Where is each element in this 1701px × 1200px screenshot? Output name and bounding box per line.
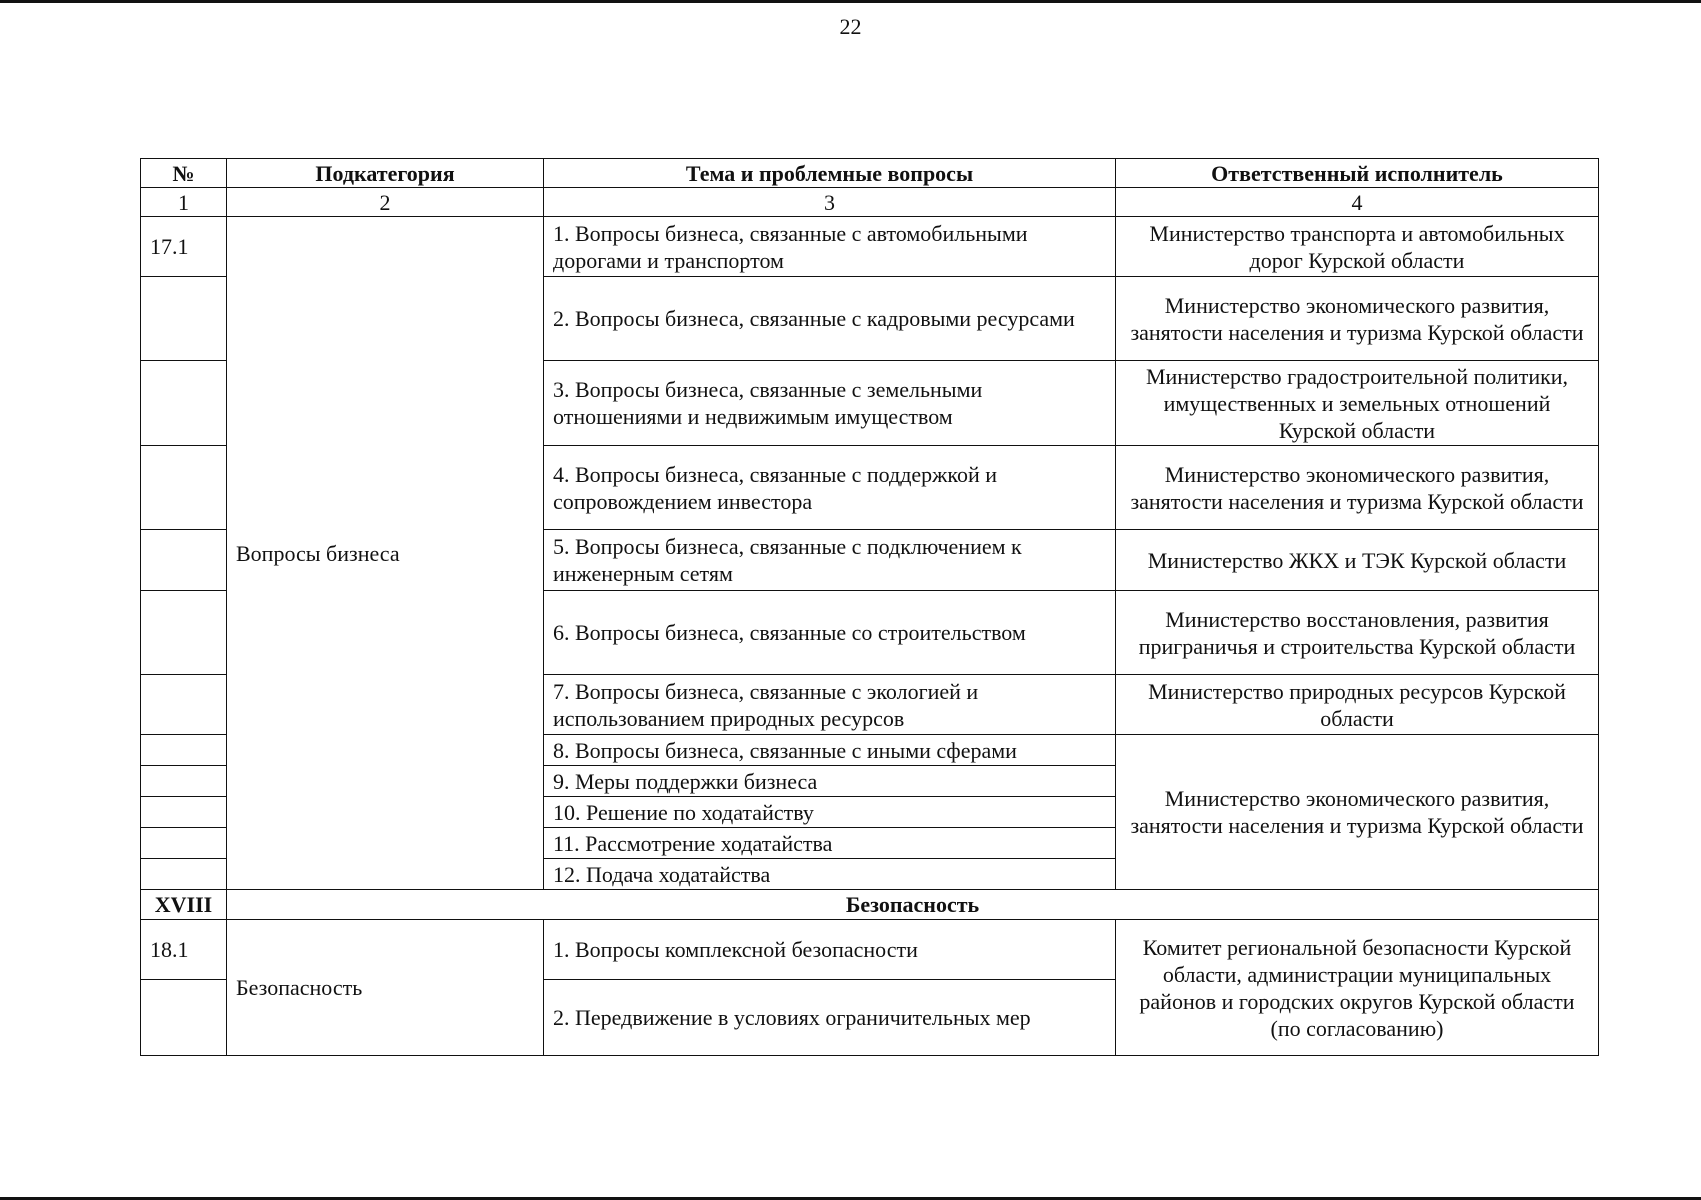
row-number-empty <box>141 735 227 766</box>
topic-cell: 5. Вопросы бизнеса, связанные с подключением к инженерным сетям <box>544 530 1116 591</box>
index-1: 1 <box>141 188 227 217</box>
row-number: 17.1 <box>141 217 227 277</box>
row-number-empty <box>141 980 227 1056</box>
header-subcategory: Подкатегория <box>227 159 544 188</box>
topic-cell: 4. Вопросы бизнеса, связанные с поддержкой и сопровождением инвестора <box>544 446 1116 530</box>
row-number-empty <box>141 859 227 890</box>
topic-cell: 1. Вопросы бизнеса, связанные с автомобильными дорогами и транспортом <box>544 217 1116 277</box>
row-number-empty <box>141 828 227 859</box>
header-row <box>141 159 1599 188</box>
row-number-empty <box>141 675 227 735</box>
section-roman-number: XVIII <box>141 890 227 920</box>
topic-cell: 3. Вопросы бизнеса, связанные с земельными отношениями и недвижимым имуществом <box>544 361 1116 446</box>
page-number: 22 <box>839 14 862 39</box>
index-3: 3 <box>544 188 1116 217</box>
table-row <box>141 217 1599 277</box>
executor-cell: Министерство экономического развития, занятости населения и туризма Курской области <box>1116 277 1599 361</box>
header-number: № <box>141 159 227 188</box>
topic-cell: 2. Вопросы бизнеса, связанные с кадровыми ресурсами <box>544 277 1116 361</box>
executor-cell: Министерство восстановления, развития приграничья и строительства Курской области <box>1116 591 1599 675</box>
topic-cell: 10. Решение по ходатайству <box>544 797 1116 828</box>
topic-cell: 6. Вопросы бизнеса, связанные со строительством <box>544 591 1116 675</box>
topic-cell: 2. Передвижение в условиях ограничительных мер <box>544 980 1116 1056</box>
section-heading-row <box>141 890 1599 920</box>
top-border-line <box>0 0 1701 3</box>
subcategory-cell: Безопасность <box>227 920 544 1056</box>
executor-cell: Министерство экономического развития, занятости населения и туризма Курской области <box>1116 446 1599 530</box>
row-number-empty <box>141 591 227 675</box>
topic-cell: 7. Вопросы бизнеса, связанные с экологией и использованием природных ресурсов <box>544 675 1116 735</box>
column-index-row <box>141 188 1599 217</box>
executor-cell: Министерство градостроительной политики, имущественных и земельных отношений Курской области <box>1116 361 1599 446</box>
topic-cell: 11. Рассмотрение ходатайства <box>544 828 1116 859</box>
row-number-empty <box>141 277 227 361</box>
topic-cell: 12. Подача ходатайства <box>544 859 1116 890</box>
topic-cell: 8. Вопросы бизнеса, связанные с иными сферами <box>544 735 1116 766</box>
topic-cell: 9. Меры поддержки бизнеса <box>544 766 1116 797</box>
row-number-empty <box>141 797 227 828</box>
topics-table <box>140 158 1599 1056</box>
executor-cell: Комитет региональной безопасности Курской области, администрации муниципальных районов и городских округов Курской области (по согласованию) <box>1116 920 1599 1056</box>
row-number: 18.1 <box>141 920 227 980</box>
executor-cell: Министерство природных ресурсов Курской области <box>1116 675 1599 735</box>
index-4: 4 <box>1116 188 1599 217</box>
row-number-empty <box>141 766 227 797</box>
section-title: Безопасность <box>227 890 1599 920</box>
index-2: 2 <box>227 188 544 217</box>
header-executor: Ответственный исполнитель <box>1116 159 1599 188</box>
header-topic: Тема и проблемные вопросы <box>544 159 1116 188</box>
executor-cell: Министерство ЖКХ и ТЭК Курской области <box>1116 530 1599 591</box>
subcategory-cell: Вопросы бизнеса <box>227 217 544 890</box>
table-row <box>141 920 1599 980</box>
row-number-empty <box>141 530 227 591</box>
executor-cell: Министерство экономического развития, занятости населения и туризма Курской области <box>1116 735 1599 890</box>
row-number-empty <box>141 361 227 446</box>
executor-cell: Министерство транспорта и автомобильных дорог Курской области <box>1116 217 1599 277</box>
topic-cell: 1. Вопросы комплексной безопасности <box>544 920 1116 980</box>
row-number-empty <box>141 446 227 530</box>
